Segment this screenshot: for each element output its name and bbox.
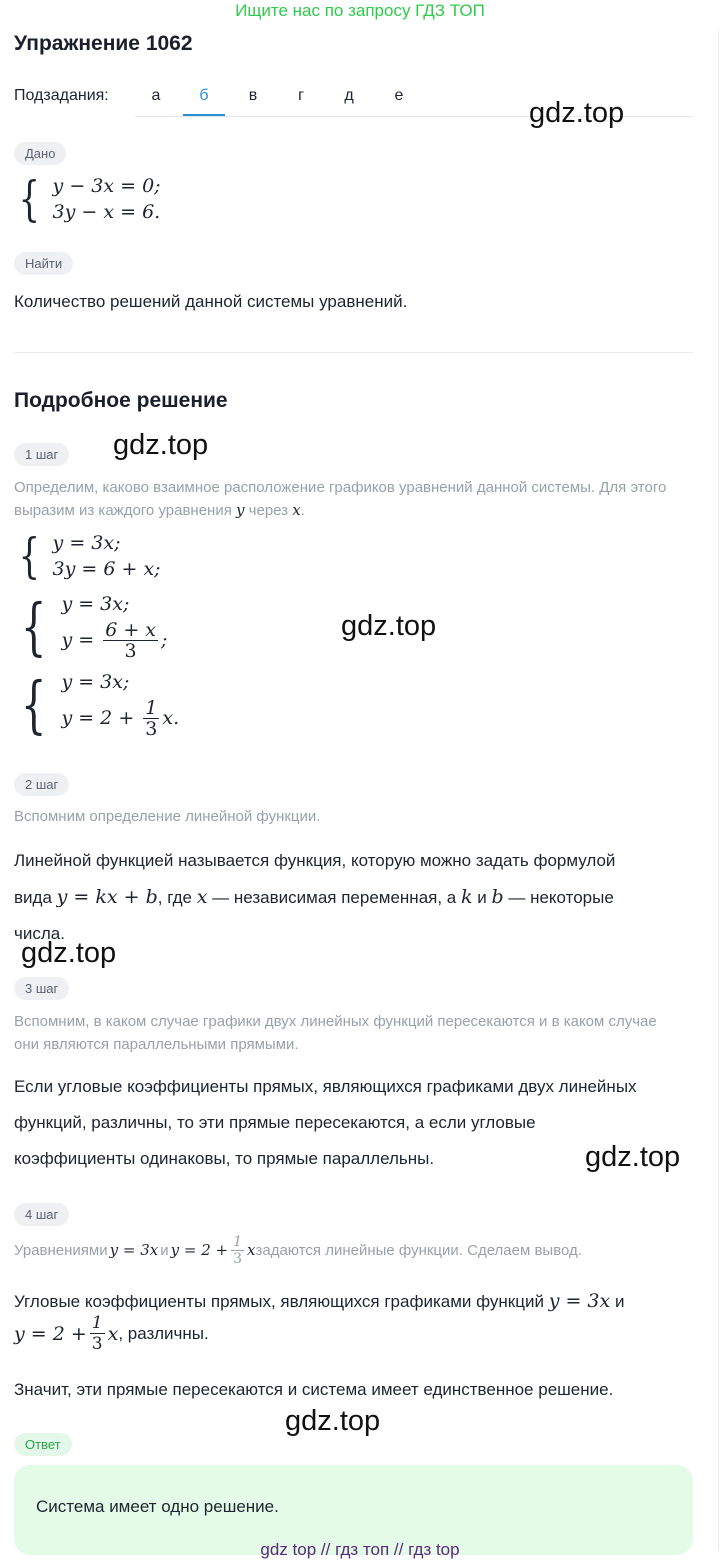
text-part: — некоторые [503, 888, 614, 907]
find-badge: Найти [14, 252, 73, 275]
formula: y = 3x [109, 1241, 159, 1259]
text-part: вида [14, 888, 57, 907]
fraction-denominator: 3 [145, 718, 158, 740]
step-1-hint [14, 476, 694, 522]
tab-g[interactable]: г [298, 87, 304, 104]
formula: y = 3x [548, 1290, 611, 1312]
given-eq-2: 3y − x = 6. [52, 201, 161, 223]
text-part: и [472, 888, 492, 907]
answer-text: Система имеет одно решение. [36, 1497, 279, 1516]
text-part: , где [157, 888, 197, 907]
watermark: gdz.top [285, 1405, 381, 1437]
text-line: функций, различны, то эти прямые пересекаются, а если угловые [14, 1113, 536, 1132]
watermark: gdz.top [21, 937, 117, 969]
step-2-hint: Вспомним определение линейной функции. [14, 808, 321, 825]
section-divider [14, 352, 693, 353]
footer-links[interactable]: gdz top // гдз топ // гдз top [260, 1540, 460, 1559]
subtasks-label: Подзадания: [14, 87, 109, 104]
brace-icon: { [20, 668, 47, 741]
step-2-text [14, 843, 704, 952]
hint-text: через [244, 502, 293, 519]
step-4-text-2 [14, 1313, 209, 1354]
formula: x [247, 1241, 256, 1259]
var-y: y [236, 501, 245, 519]
watermark: gdz.top [341, 610, 437, 642]
eq-part: y = 2 + [61, 706, 141, 729]
eq-line [61, 695, 179, 741]
step-1-system-1 [14, 528, 161, 584]
hint-text: Уравнениями [14, 1242, 108, 1259]
brace-icon: { [20, 590, 47, 663]
eq-part: ; [161, 628, 168, 651]
step-4-conclusion: Значит, эти прямые пересекаются и система имеет единственное решение. [14, 1380, 614, 1399]
tab-v[interactable]: в [248, 87, 258, 104]
fraction-numerator: 6 + x [105, 619, 156, 641]
text-part: , различны. [118, 1323, 209, 1343]
fraction-denominator: 3 [124, 640, 137, 662]
watermark: gdz.top [113, 429, 209, 461]
formula: y = kx + b [56, 886, 158, 908]
text-line: числа. [14, 924, 65, 943]
fraction-denominator: 3 [91, 1334, 103, 1354]
step-4-badge: 4 шаг [14, 1203, 69, 1226]
eq-line: y = 3x; [52, 532, 121, 554]
text-part: — независимая переменная, а [207, 888, 461, 907]
var-b: b [491, 886, 504, 908]
hint-text: Определим, каково взаимное расположение графиков уравнений данной системы. Для этого выразим из каждого уравнения [14, 479, 667, 519]
text-line: Если угловые коэффициенты прямых, являющихся графиками двух линейных [14, 1077, 637, 1096]
text-line: Линейной функцией называется функция, которую можно задать формулой [14, 851, 616, 870]
eq-part: y = [61, 628, 101, 651]
given-eq-1: y − 3x = 0; [52, 175, 161, 197]
fraction-numerator: 1 [91, 1313, 103, 1333]
step-2-badge: 2 шаг [14, 773, 69, 796]
tab-a[interactable]: а [151, 87, 161, 104]
var-x: x [196, 886, 208, 908]
answer-badge: Ответ [14, 1433, 72, 1456]
eq-line: y = 3x; [61, 592, 130, 615]
solution-title: Подробное решение [14, 389, 228, 412]
step-1-badge: 1 шаг [14, 443, 69, 466]
fraction-numerator: 1 [145, 697, 158, 719]
eq-line: 3y = 6 + x; [52, 558, 161, 580]
eq-part: x. [162, 706, 180, 729]
page-title: Упражнение 1062 [14, 32, 193, 55]
formula: x [107, 1322, 119, 1345]
watermark: gdz.top [529, 97, 625, 129]
watermark: gdz.top [585, 1141, 681, 1173]
text-part: и [610, 1292, 625, 1311]
formula: y = 2 + [14, 1322, 87, 1345]
step-1-system-2 [14, 590, 167, 663]
fraction [143, 698, 159, 739]
fraction-numerator: 1 [233, 1234, 242, 1250]
eq-line: y = 3x; [61, 670, 130, 693]
fraction [103, 620, 158, 661]
eq-line [61, 617, 167, 663]
text-line: коэффициенты одинаковы, то прямые параллельны. [14, 1149, 435, 1168]
text-part: Угловые коэффициенты прямых, являющихся графиками функций [14, 1292, 549, 1311]
find-text: Количество решений данной системы уравнений. [14, 292, 408, 311]
brace-icon: { [18, 171, 40, 227]
step-1-system-3 [14, 668, 179, 741]
tab-b[interactable]: б [183, 84, 225, 116]
given-system [14, 171, 161, 227]
fraction-denominator: 3 [233, 1251, 242, 1267]
right-border [718, 30, 719, 1550]
hint-text: и [160, 1242, 169, 1259]
step-3-badge: 3 шаг [14, 977, 69, 1000]
brace-icon: { [18, 528, 40, 584]
tab-d[interactable]: д [344, 87, 354, 104]
hint-text: . [300, 502, 305, 519]
fraction [90, 1313, 105, 1354]
tab-e[interactable]: е [394, 87, 404, 104]
text-line [14, 879, 704, 916]
search-banner: Ищите нас по запросу ГДЗ ТОП [235, 1, 485, 20]
var-x: x [292, 501, 301, 519]
var-k: k [460, 886, 473, 908]
step-4-hint [14, 1234, 704, 1267]
step-4-text-1 [14, 1290, 624, 1312]
given-badge: Дано [14, 142, 66, 165]
hint-text: задаются линейные функции. Сделаем вывод. [255, 1242, 582, 1259]
step-3-hint: Вспомним, в каком случае графики двух линейных функций пересекаются и в каком случае они являются параллельными прямыми. [14, 1013, 657, 1053]
fraction [231, 1234, 244, 1267]
formula: y = 2 + [170, 1241, 229, 1259]
